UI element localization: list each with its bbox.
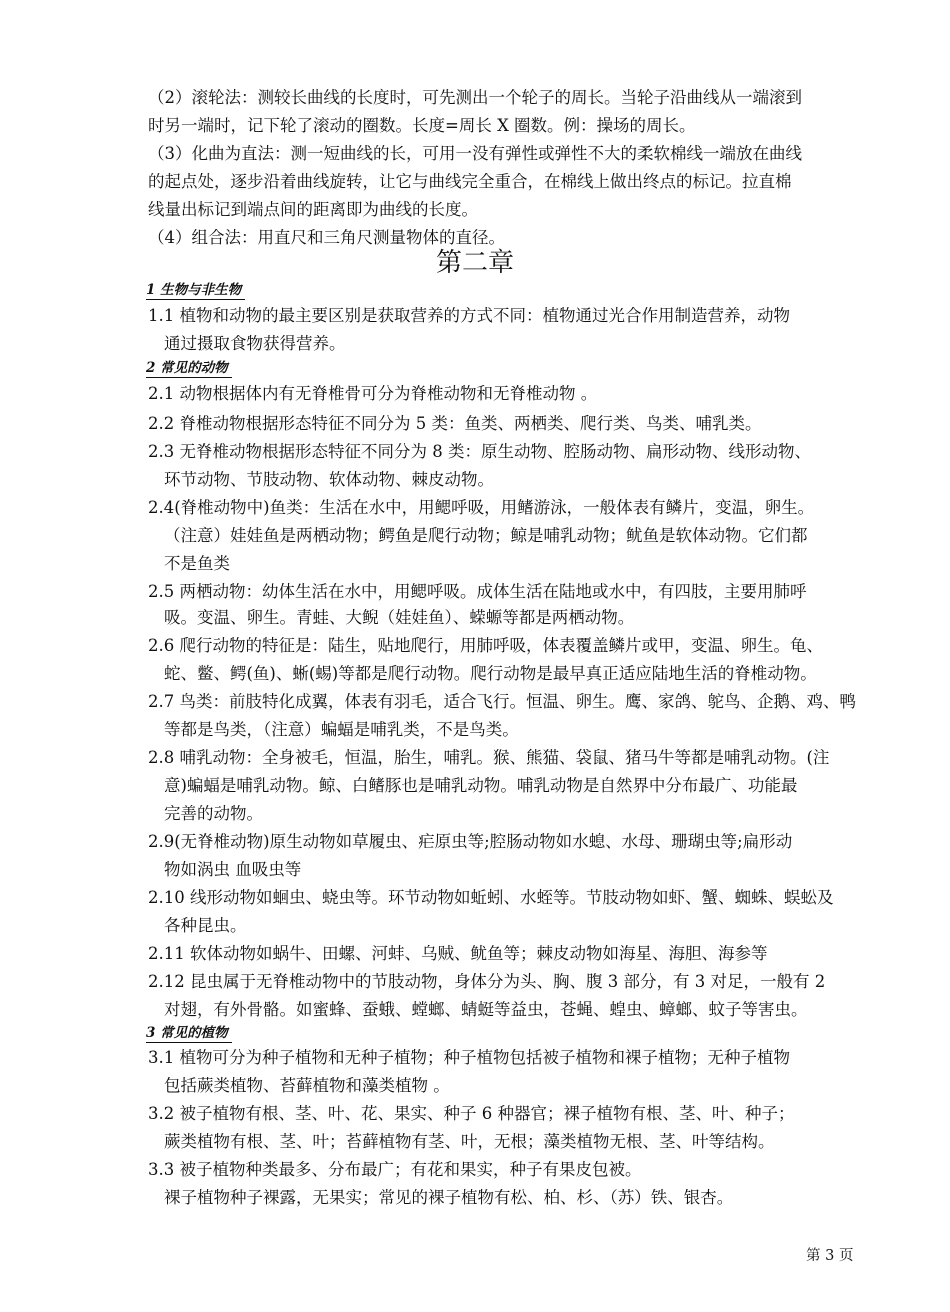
text-line: 蛇、鳖、鳄(鱼)、蜥(蜴)等都是爬行动物。爬行动物是最早真正适应陆地生活的脊椎动物。 — [164, 664, 817, 683]
text-line: 吸。变温、卵生。青蛙、大鲵（娃娃鱼）、蝾螈等都是两栖动物。 — [164, 608, 635, 627]
text-line: 3.3 被子植物种类最多、分布最广；有花和果实，种子有果皮包被。 — [148, 1160, 642, 1179]
text-line: 环节动物、节肢动物、软体动物、棘皮动物。 — [164, 470, 494, 489]
text-line: 意)蝙蝠是哺乳动物。鲸、白鳍豚也是哺乳动物。哺乳动物是自然界中分布最广、功能最 — [164, 776, 798, 795]
text-line: （4）组合法：用直尺和三角尺测量物体的直径。 — [148, 228, 505, 247]
section-heading: 1 生物与非生物 — [146, 281, 245, 300]
section-heading: 2 常见的动物 — [146, 359, 232, 378]
text-line: 裸子植物种子裸露，无果实；常见的裸子植物有松、柏、杉、（苏）铁、银杏。 — [164, 1188, 734, 1207]
text-line: 2.1 动物根据体内有无脊椎骨可分为脊椎动物和无脊椎动物 。 — [148, 384, 598, 403]
text-line: 包括蕨类植物、苔藓植物和藻类植物 。 — [164, 1076, 450, 1095]
text-line: 2.2 脊椎动物根据形态特征不同分为 5 类：鱼类、两栖类、爬行类、鸟类、哺乳类。 — [148, 414, 762, 433]
text-line: 完善的动物。 — [164, 804, 263, 823]
text-line: 物如涡虫 血吸虫等 — [164, 860, 302, 879]
text-line: 2.7 鸟类：前肢特化成翼，体表有羽毛，适合飞行。恒温、卵生。鹰、家鸽、鸵鸟、企鹅、鸡、鸭 — [148, 692, 856, 711]
text-line: 2.5 两栖动物：幼体生活在水中，用鳃呼吸。成体生活在陆地或水中，有四肢，主要用肺呼 — [148, 582, 807, 601]
text-line: 2.11 软体动物如蜗牛、田螺、河蚌、乌贼、鱿鱼等；棘皮动物如海星、海胆、海参等 — [148, 944, 768, 963]
text-line: 时另一端时，记下轮了滚动的圈数。长度=周长 X 圈数。例：操场的周长。 — [148, 116, 696, 135]
text-line: 2.4(脊椎动物中)鱼类：生活在水中，用鳃呼吸，用鳍游泳，一般体表有鳞片，变温，卵生。 — [148, 498, 815, 517]
text-line: 蕨类植物有根、茎、叶；苔藓植物有茎、叶，无根；藻类植物无根、茎、叶等结构。 — [164, 1132, 775, 1151]
text-line: 2.12 昆虫属于无脊椎动物中的节肢动物，身体分为头、胸、腹 3 部分，有 3 对足，一般有 2 — [148, 972, 826, 991]
text-line: 各种昆虫。 — [164, 916, 247, 935]
text-line: 2.8 哺乳动物：全身被毛，恒温，胎生，哺乳。猴、熊猫、袋鼠、猪马牛等都是哺乳动物。(注 — [148, 748, 830, 767]
text-line: （3）化曲为直法：测一短曲线的长，可用一没有弹性或弹性不大的柔软棉线一端放在曲线 — [148, 144, 802, 163]
text-line: （2）滚轮法：测较长曲线的长度时，可先测出一个轮子的周长。当轮子沿曲线从一端滚到 — [148, 88, 802, 107]
text-line: 2.6 爬行动物的特征是：陆生，贴地爬行，用肺呼吸，体表覆盖鳞片或甲，变温、卵生。龟、 — [148, 636, 823, 655]
page-number: 第 3 页 — [806, 1248, 854, 1264]
text-line: 3.1 植物可分为种子植物和无种子植物；种子植物包括被子植物和裸子植物；无种子植物 — [148, 1048, 790, 1067]
text-line: 1.1 植物和动物的最主要区别是获取营养的方式不同：植物通过光合作用制造营养，动物 — [148, 306, 790, 325]
text-line: 3.2 被子植物有根、茎、叶、花、果实、种子 6 种器官；裸子植物有根、茎、叶、种子； — [148, 1104, 795, 1123]
text-line: 的起点处，逐步沿着曲线旋转，让它与曲线完全重合，在棉线上做出终点的标记。拉直棉 — [148, 172, 792, 191]
section-heading: 3 常见的植物 — [146, 1024, 232, 1043]
text-line: 通过摄取食物获得营养。 — [164, 334, 346, 353]
text-line: 对翅，有外骨骼。如蜜蜂、蚕蛾、螳螂、蜻蜓等益虫，苍蝇、蝗虫、蟑螂、蚊子等害虫。 — [164, 1000, 808, 1019]
text-line: 线量出标记到端点间的距离即为曲线的长度。 — [148, 200, 478, 219]
text-line: （注意）娃娃鱼是两栖动物；鳄鱼是爬行动物；鲸是哺乳动物；鱿鱼是软体动物。它们都 — [164, 526, 808, 545]
text-line: 2.3 无脊椎动物根据形态特征不同分为 8 类：原生动物、腔肠动物、扁形动物、线形动物、 — [148, 442, 811, 461]
text-line: 不是鱼类 — [164, 554, 230, 573]
text-line: 2.9(无脊椎动物)原生动物如草履虫、疟原虫等;腔肠动物如水螅、水母、珊瑚虫等;扁形动 — [148, 832, 793, 851]
chapter-title: 第二章 — [435, 248, 514, 278]
text-line: 2.10 线形动物如蛔虫、蛲虫等。环节动物如蚯蚓、水蛭等。节肢动物如虾、蟹、蜘蛛、蜈蚣及 — [148, 888, 834, 907]
text-line: 等都是鸟类，（注意）蝙蝠是哺乳类，不是鸟类。 — [164, 720, 519, 739]
